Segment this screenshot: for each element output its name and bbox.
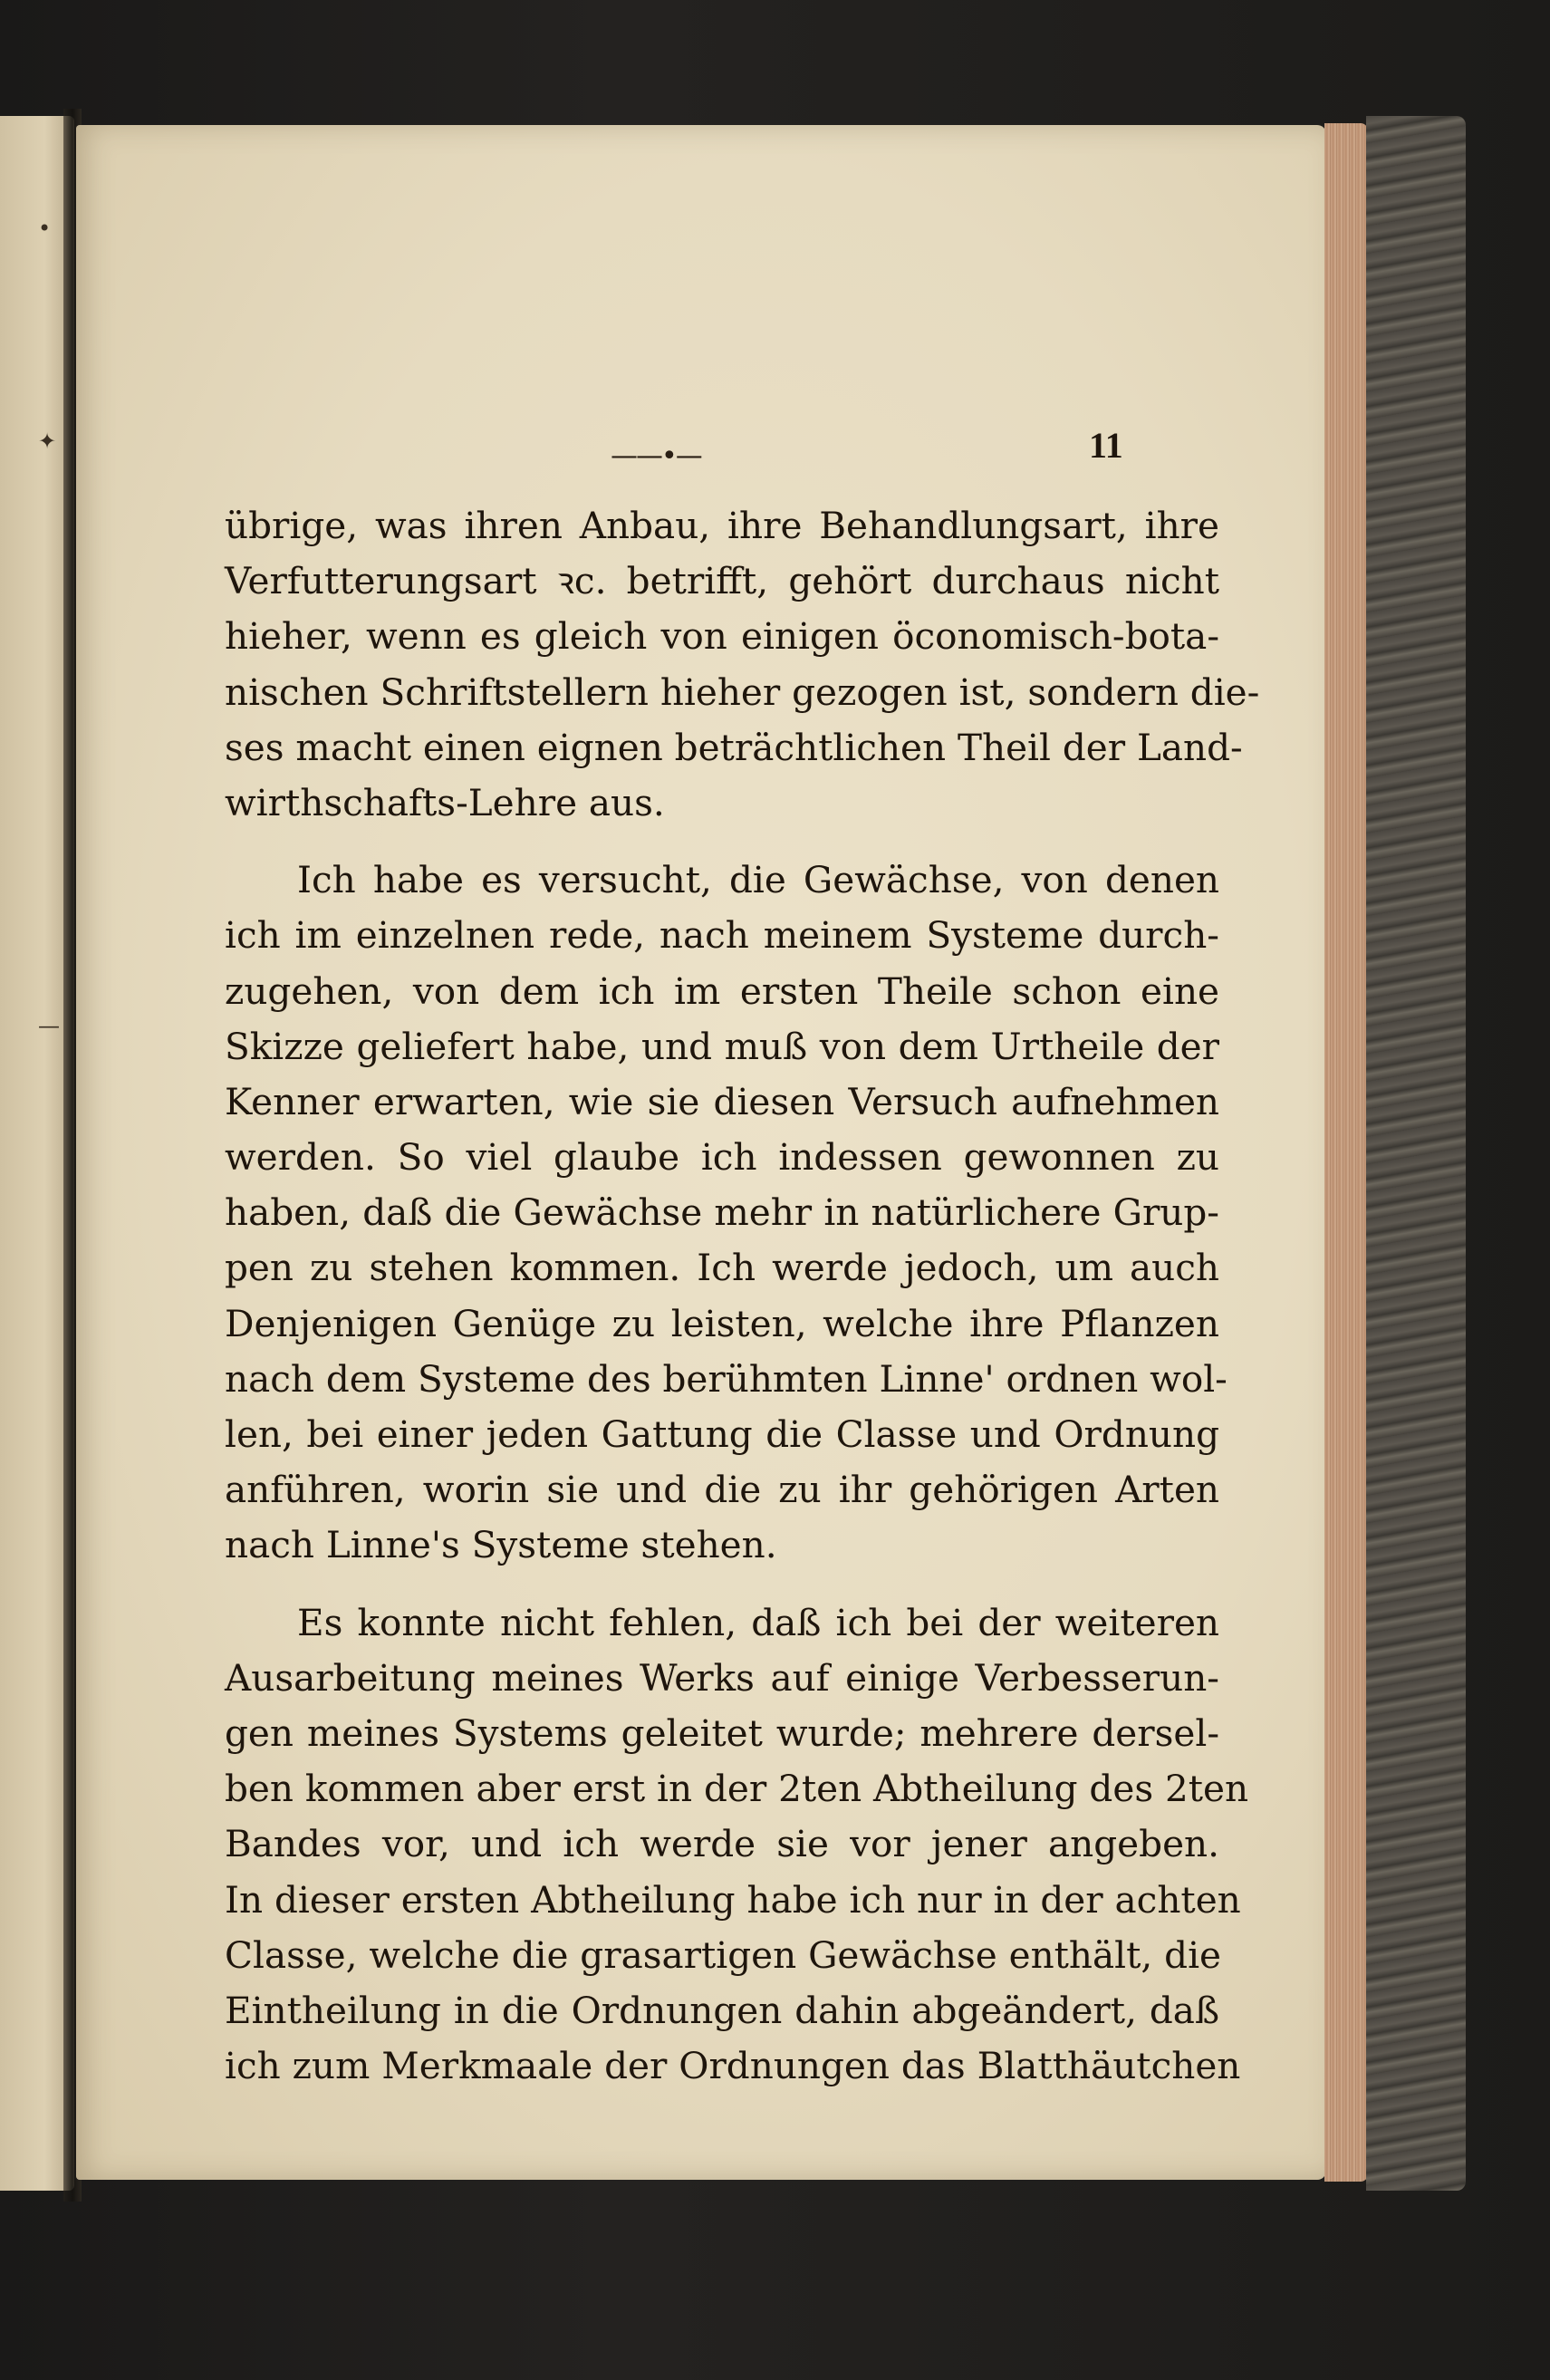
text-line: wirthschafts-Lehre aus. [225,780,665,824]
text-line: ich im einzelnen rede, nach meinem Systeme durch- [225,913,1219,958]
text-line: In dieser ersten Abtheilung habe ich nur in der achten [225,1877,1241,1922]
text-line: Classe, welche die grasartigen Gewächse enthält, die [225,1932,1221,1977]
text-line: Kenner erwarten, wie sie diesen Versuch aufnehmen [225,1079,1219,1123]
page-number: 11 [1089,425,1123,466]
text-line: Es konnte nicht fehlen, daß ich bei der weiteren [297,1600,1219,1644]
margin-mark: — [38,1013,60,1038]
header-ornament: ——•— [611,440,701,472]
margin-mark: • [38,216,52,241]
text-line: Ich habe es versucht, die Gewächse, von denen [297,858,1219,902]
book-cover-edge [1366,116,1466,2191]
page-edges [1324,123,1368,2182]
text-line: Eintheilung in die Ordnungen dahin abgeändert, daß [225,1988,1219,2032]
text-line: gen meines Systems geleitet wurde; mehrere dersel- [225,1710,1219,1755]
text-line: nach dem Systeme des berühmten Linne' ordnen wol- [225,1356,1227,1401]
text-line: zugehen, von dem ich im ersten Theile schon eine [225,968,1219,1013]
text-line: ich zum Merkmaale der Ordnungen das Blatthäutchen [225,2044,1241,2088]
paragraph-2 [225,853,1227,1573]
margin-mark: ✦ [38,429,57,454]
text-line: ses macht einen eignen beträchtlichen Theil der Land- [225,725,1243,769]
book-page [76,125,1326,2180]
text-line: nach Linne's Systeme stehen. [225,1523,777,1567]
text-line: nischen Schriftstellern hieher gezogen ist, sondern die- [225,670,1260,714]
text-line: übrige, was ihren Anbau, ihre Behandlungsart, ihre [225,504,1219,547]
paragraph-3 [225,1595,1249,2095]
page-body [225,498,1260,2115]
text-line: ben kommen aber erst in der 2ten Abtheilung des 2ten [225,1767,1249,1811]
text-line: anführen, worin sie und die zu ihr gehörigen Arten [225,1468,1219,1512]
text-line: werden. So viel glaube ich indessen gewonnen zu [225,1135,1219,1180]
text-line: Ausarbeitung meines Werks auf einige Verbesserun- [225,1655,1219,1700]
text-line: Skizze geliefert habe, und muß von dem Urtheile der [225,1024,1219,1068]
text-line: Denjenigen Genüge zu leisten, welche ihre Pflanzen [225,1301,1219,1345]
text-line: Verfutterungsart ꝛc. betrifft, gehört durchaus nicht [225,559,1219,603]
text-line: hieher, wenn es gleich von einigen öconomisch-bota- [225,614,1219,659]
page-header [76,424,1326,472]
text-line: haben, daß die Gewächse mehr in natürlichere Grup- [225,1190,1219,1235]
text-line: len, bei einer jeden Gattung die Classe und Ordnung [225,1412,1219,1456]
text-line: pen zu stehen kommen. Ich werde jedoch, um auch [225,1246,1219,1290]
paragraph-1 [225,498,1260,831]
text-line: Bandes vor, und ich werde sie vor jener angeben. [225,1822,1219,1866]
